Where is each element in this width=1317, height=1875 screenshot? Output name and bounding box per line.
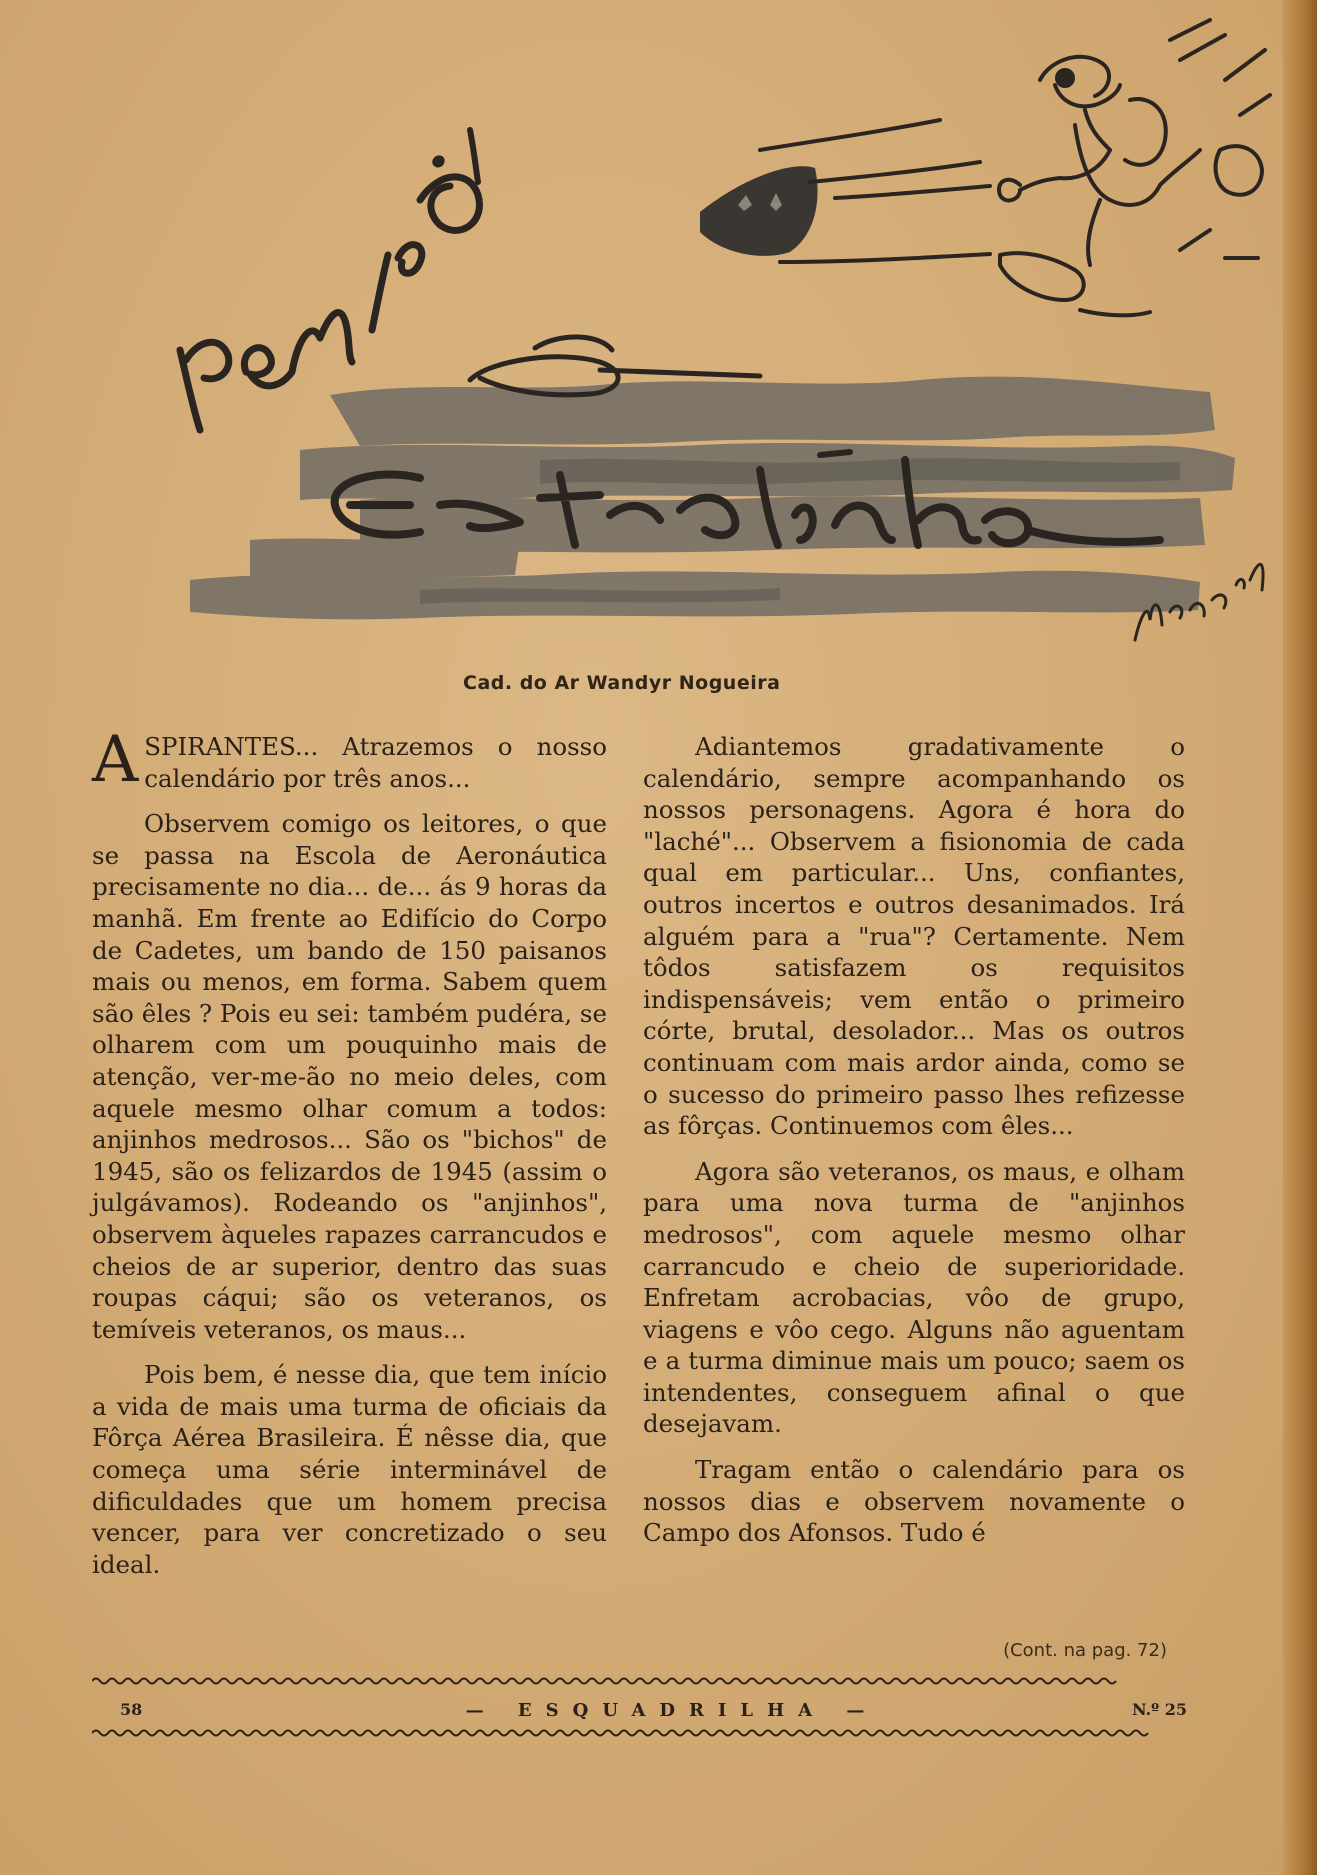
cartoon-pilot-illustration	[999, 57, 1262, 316]
article-paragraph: Tragam então o calendário para os nossos dias e observem novamente o Campo dos Afonsos. Tudo é	[643, 1455, 1185, 1548]
drop-cap: A	[92, 723, 139, 797]
page-number: 58	[120, 1700, 143, 1719]
title-dash	[820, 452, 850, 455]
footer-rule-bottom	[92, 1728, 1187, 1738]
article-paragraph: Observem comigo os leitores, o que se passa na Escola de Aeronáutica precisamente no dia... de... ás 9 horas da manhã. Em frente ao Edifício do Corpo de Cadetes, um bando de 150 paisanos mais ou menos, em forma. Sabem quem são êles ? Pois eu sei: também pudéra, se olharem com um pouquinho mais de atenção, ver-me-ão no meio deles, com aquele mesmo olhar comum a todos: anjinhos medrosos... São os "bichos" de 1945, são os felizardos de 1945 (assim o julgávamos). Rodeando os "anjinhos", observem àqueles rapazes carrancudos e cheios de ar superior, dentro das suas roupas cáqui; são os veteranos, os temíveis veteranos, os maus...	[92, 809, 607, 1344]
byline: Cad. do Ar Wandyr Nogueira	[463, 672, 781, 694]
footer-rule-top	[92, 1676, 1187, 1686]
article-paragraph: Pois bem, é nesse dia, que tem início a vida de mais uma turma de oficiais da Fôrça Aérea Brasileira. É nêsse dia, que começa uma série interminável de dificuldades que um homem precisa vencer, para ver concretizado o seu ideal.	[92, 1360, 607, 1579]
article-paragraph	[92, 723, 607, 797]
magazine-name: — ESQUADRILHA —	[465, 1700, 879, 1721]
article-column-left	[92, 723, 607, 1580]
issue-number: N.º 25	[1131, 1700, 1187, 1719]
continuation-note: (Cont. na pag. 72)	[1003, 1640, 1167, 1661]
speed-lines	[760, 20, 1270, 262]
title-dot	[435, 158, 441, 164]
article-column-right	[643, 731, 1185, 1549]
title-accent	[470, 130, 478, 182]
header-illustration	[0, 0, 1317, 720]
page-footer	[92, 1700, 1187, 1724]
article-paragraph: Agora são veteranos, os maus, e olham para uma nova turma de "anjinhos medrosos", com aquele mesmo olhar carrancudo e cheio de superioridade. Enfretam acrobacias, vôo de grupo, viagens e vôo cego. Alguns não aguentam e a turma diminue mais um pouco; saem os intendentes, conseguem afinal o que desejavam.	[643, 1156, 1185, 1439]
article-paragraph: Adiantemos gradativamente o calendário, sempre acompanhando os nossos personagens. Agora é hora do "laché"... Observem a fisionomia de cada qual em particular... Uns, confiantes, outros incertos e outros desanimados. Irá alguém para a "rua"? Certamente. Nem tôdos satisfazem os requisitos indispensáveis; vem então o primeiro córte, brutal, desolador... Mas os outros continuam com mais ardor ainda, como se o sucesso do primeiro passo lhes refizesse as fôrças. Continuemos com êles...	[643, 732, 1185, 1141]
paragraph-text: SPIRANTES... Atrazemos o nosso calendário por três anos...	[144, 732, 607, 793]
shield-star-icon	[700, 166, 818, 256]
